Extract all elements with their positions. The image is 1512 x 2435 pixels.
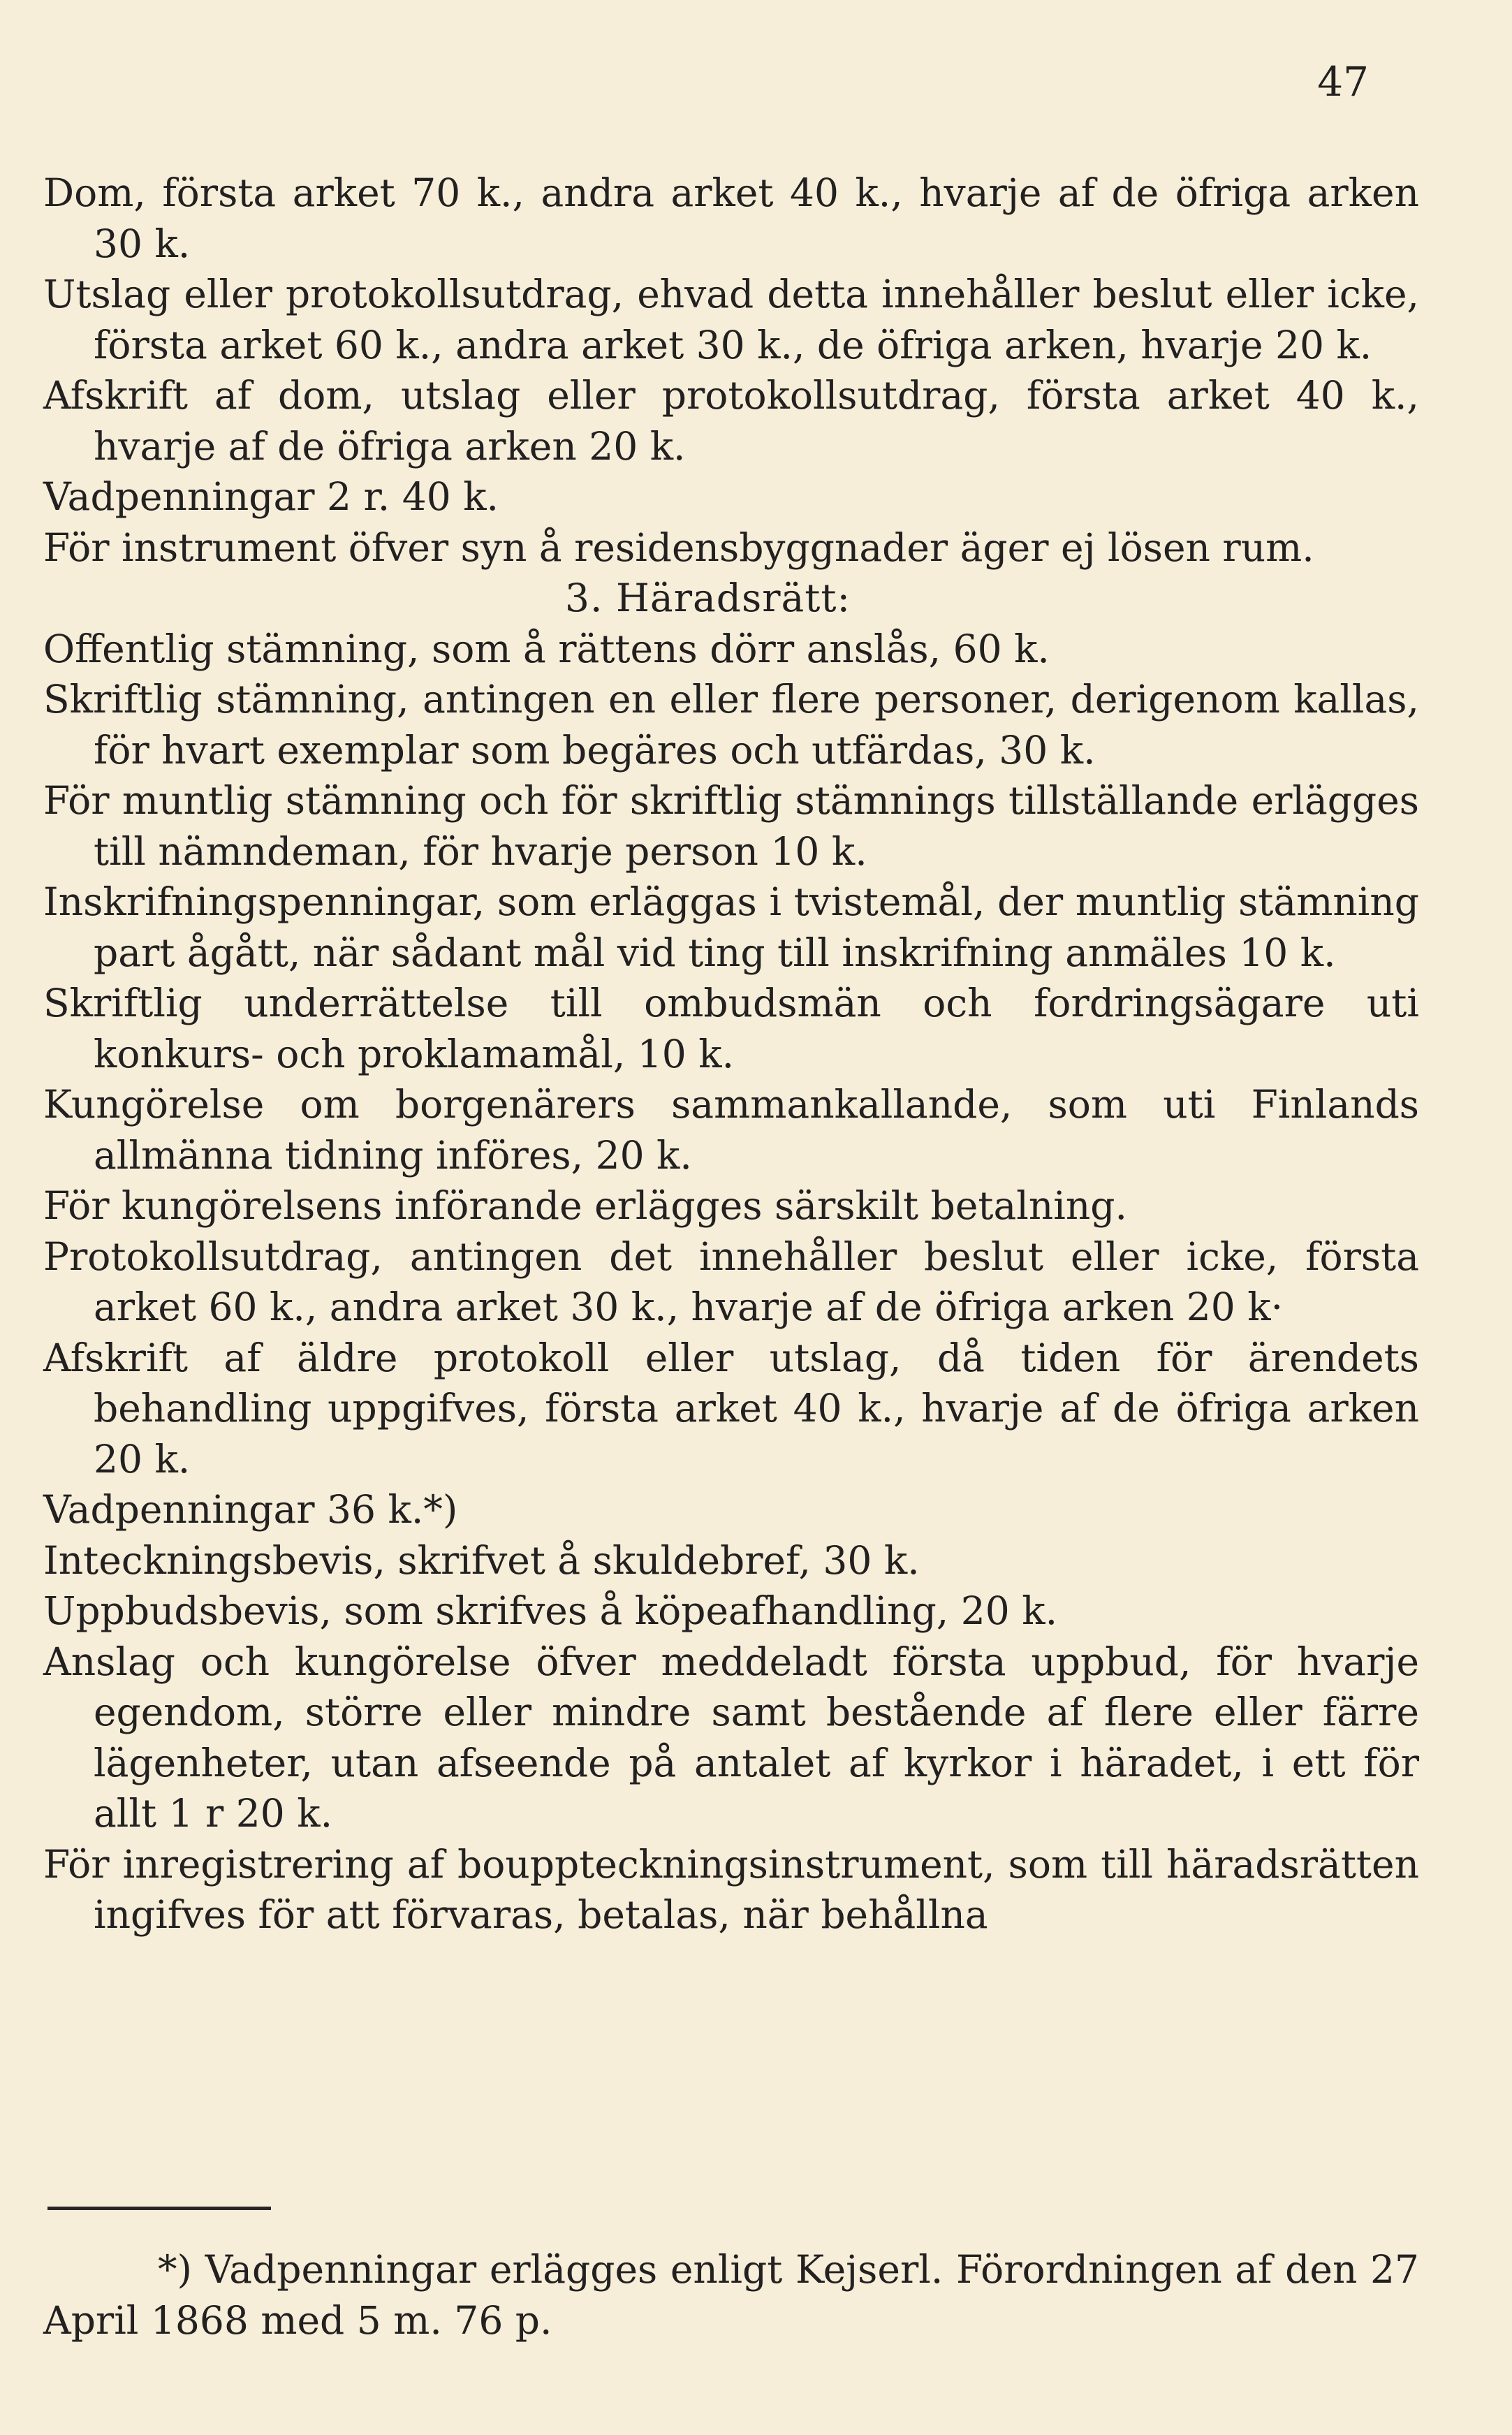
section-entry: För muntlig stämning och för skriftlig stämnings tillställande erlägges till nämndeman, för hvarje person 10 k. [43, 778, 1419, 874]
footnote: *) Vadpenningar erlägges enligt Kejserl. Förordningen af den 27 April 1868 med 5 m. 76 p. [43, 2247, 1419, 2343]
fee-entry-vadpenningar: Vadpenningar 2 r. 40 k. [43, 474, 499, 519]
section-entry: Protokollsutdrag, antingen det innehåller beslut eller icke, första arket 60 k., andra arket 30 k., hvarje af de öfriga arken 20 k· [43, 1234, 1419, 1329]
section-entry: Skriftlig underrättelse till ombudsmän och fordringsägare uti konkurs- och proklamamål, 10 k. [43, 981, 1419, 1076]
section-entry: Kungörelse om borgenärers sammankallande, som uti Finlands allmänna tidning införes, 20 k. [43, 1082, 1419, 1178]
footnote-divider [47, 2207, 271, 2210]
section-heading: 3. Häradsrätt: [565, 576, 851, 620]
page-number: 47 [1317, 58, 1369, 105]
fee-entry-instrument: För instrument öfver syn å residensbyggnader äger ej lösen rum. [43, 525, 1314, 570]
section-entry: Uppbudsbevis, som skrifves å köpeafhandling, 20 k. [43, 1588, 1058, 1633]
section-entry: Offentlig stämning, som å rättens dörr anslås, 60 k. [43, 626, 1050, 671]
section-entry: För kungörelsens införande erlägges särskilt betalning. [43, 1183, 1127, 1228]
fee-entry-afskrift: Afskrift af dom, utslag eller protokollsutdrag, första arket 40 k., hvarje af de öfriga arken 20 k. [43, 373, 1419, 469]
section-entry: Inteckningsbevis, skrifvet å skuldebref, 30 k. [43, 1537, 920, 1583]
fee-entry-utslag: Utslag eller protokollsutdrag, ehvad detta innehåller beslut eller icke, första arket 60 k., andra arket 30 k., de öfriga arken, hvarje 20 k. [43, 272, 1419, 367]
section-entry: För inregistrering af bouppteckningsinstrument, som till häradsrätten ingifves för att förvaras, betalas, när behållna [43, 1841, 1419, 1937]
section-entry: Vadpenningar 36 k.*) [43, 1487, 458, 1532]
section-entry: Afskrift af äldre protokoll eller utslag, då tiden för ärendets behandling uppgifves, första arket 40 k., hvarje af de öfriga arken 20 k. [43, 1335, 1419, 1482]
section-entry: Anslag och kungörelse öfver meddeladt första uppbud, för hvarje egendom, större eller mindre samt bestående af flere eller färre lägenheter, utan afseende på antalet af kyrkor i häradet, i ett för allt 1 r 20 k. [43, 1639, 1419, 1836]
section-entry: Inskrifningspenningar, som erläggas i tvistemål, der muntlig stämning part ågått, när sådant mål vid ting till inskrifning anmäles 10 k. [43, 879, 1419, 975]
fee-entry-dom: Dom, första arket 70 k., andra arket 40 k., hvarje af de öfriga arken 30 k. [43, 170, 1419, 266]
section-entry: Skriftlig stämning, antingen en eller flere personer, derigenom kallas, för hvart exemplar som begäres och utfärdas, 30 k. [43, 677, 1419, 773]
page-body [43, 168, 1419, 1940]
